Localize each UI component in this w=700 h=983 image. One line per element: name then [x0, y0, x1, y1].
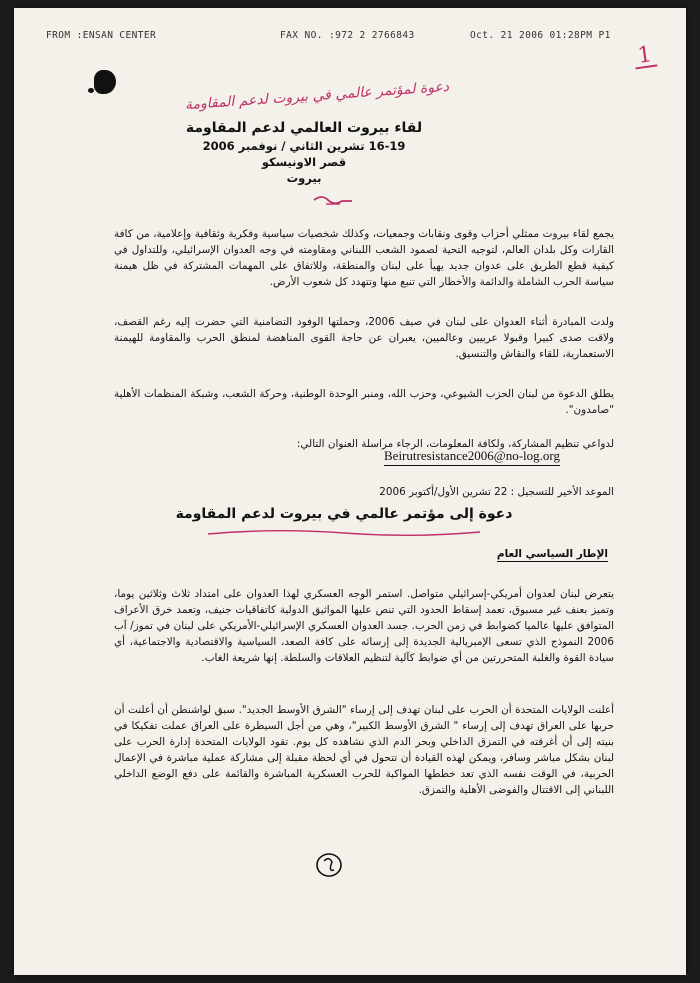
framework-paragraph-2: أعلنت الولايات المتحدة أن الحرب على لبنان تهدف إلى إرساء "الشرق الأوسط الجديد". سبق لواشنطن أن أعلنت أن حربها على العراق تهدف إلى إرساء " الشرق الأوسط الكبير"، وهي من أجل السيطرة على العراق عملت تفكيكا في بنيته إلى أن أغرقته في التمزق الداخلي وبحر الدم الذي نشاهده كل يوم. تقود الولايات المتحدة إدارة الحرب على لبنان بشكل مباشر وسافر، ويمكن لهذه القيادة أن تتحول في أي لحظة مقبلة إلى مشاركة عملية مباشرة في الإعمال الحربية، في الوقت نفسه الذي تعد خططها المواكبة للحرب العسكرية المباشرة والقائمة على دفع الوضع الداخلي اللبناني إلى الاقتتال والفوضى الأهلية والتمزق.: [114, 704, 614, 797]
event-city: بيروت: [286, 171, 322, 185]
title-block: [184, 120, 424, 186]
fax-from: FROM :ENSAN CENTER: [46, 30, 157, 41]
framework-paragraph-1: يتعرض لبنان لعدوان أمريكي-إسرائيلي متواصل. استمر الوجه العسكري لهذا العدوان على امتداد ثلاث وثلاثين يوما، وتميز بعنف غير مسبوق، تعمد إسقاط الحدود التي تنص عليها المواثيق الدولية كاتفاقيات جنيف، وتعمد خرق الأعراف المتوافق عليها عالميا كضوابط في زمن الحرب. جسد العدوان العسكري الإسرائيلي-الأمريكي على لبنان في تموز/ آب 2006 النموذج الذي تسعى الإمبريالية الجديدة إلى إرسائه على كافة الصعد، السياسية والاقتصادية والاجتماعية، أي سيادة القوة والغلبة المتحررتين من أي ضوابط كآلية لتنظيم العلاقات والسلطة. إنها شريعة الغاب.: [114, 588, 614, 665]
fax-date-page: Oct. 21 2006 01:28PM P1: [470, 30, 611, 41]
handwritten-title-note: دعوة لمؤتمر عالمي في بيروت لدعم المقاومة: [184, 78, 450, 114]
event-title: لقاء بيروت العالمي لدعم المقاومة: [185, 120, 423, 136]
origin-paragraph: ولدت المبادرة أثناء العدوان على لبنان في صيف 2006، وحملتها الوفود التضامنية التي حضرت إليه رغم القصف، ولاقت صدى كبيرا وقبولا عربيين وعالميين، يعبران عن حاجة القوى المناهضة لمنطق الحرب والمقاومة للهيمنة الاستعمارية، للقاء والنقاش والتنسيق.: [114, 316, 614, 361]
registration-deadline: الموعد الأخير للتسجيل : 22 تشرين الأول/أكتوبر 2006: [379, 486, 614, 499]
intro-paragraph: يجمع لقاء بيروت ممثلي أحزاب وقوى ونقابات وجمعيات، وكذلك شخصيات سياسية وفكرية وثقافية وإعلامية، من كافة القارات وكل بلدان العالم، لتوجيه التحية لصمود الشعب اللبناني ومقاومته في وجه العدوان الإسرائيلي، وللتداول في كيفية قطع الطريق على عدوان جديد يهيأ على لبنان والمنطقة، وللاتفاق على المهمات المشتركة في ظل هيمنة سياسة الحرب الشاملة والدائمة والأخطار التي تنبع منها وتتهدد كل شعوب الأرض.: [114, 228, 614, 289]
event-dates: 16-19 تشرين الثاني / نوفمبر 2006: [202, 139, 406, 153]
handwritten-squiggle: [312, 194, 354, 208]
handwritten-circled-mark-icon: [314, 850, 344, 880]
fax-number: FAX NO. :972 2 2766843: [280, 30, 415, 41]
contact-paragraph: لدواعي تنظيم المشاركة، ولكافة المعلومات، الرجاء مراسلة العنوان التالي:: [296, 438, 614, 451]
contact-email-link[interactable]: Beirutresistance2006@no-log.org: [384, 448, 560, 466]
event-venue: قصر الاونيسكو: [261, 155, 347, 169]
invitation-title: دعوة إلى مؤتمر عالمي في بيروت لدعم المقاومة: [175, 506, 513, 522]
handwritten-underline: [204, 526, 484, 540]
ink-blot: [94, 70, 116, 94]
handwritten-page-number: 1: [633, 45, 658, 70]
framework-heading: الإطار السياسي العام: [496, 548, 608, 560]
launchers-paragraph: يطلق الدعوة من لبنان الحزب الشيوعي، وحزب الله، ومنبر الوحدة الوطنية، وحركة الشعب، وشبكة المنظمات الأهلية "صامدون".: [114, 388, 614, 417]
fax-page: [14, 8, 686, 975]
